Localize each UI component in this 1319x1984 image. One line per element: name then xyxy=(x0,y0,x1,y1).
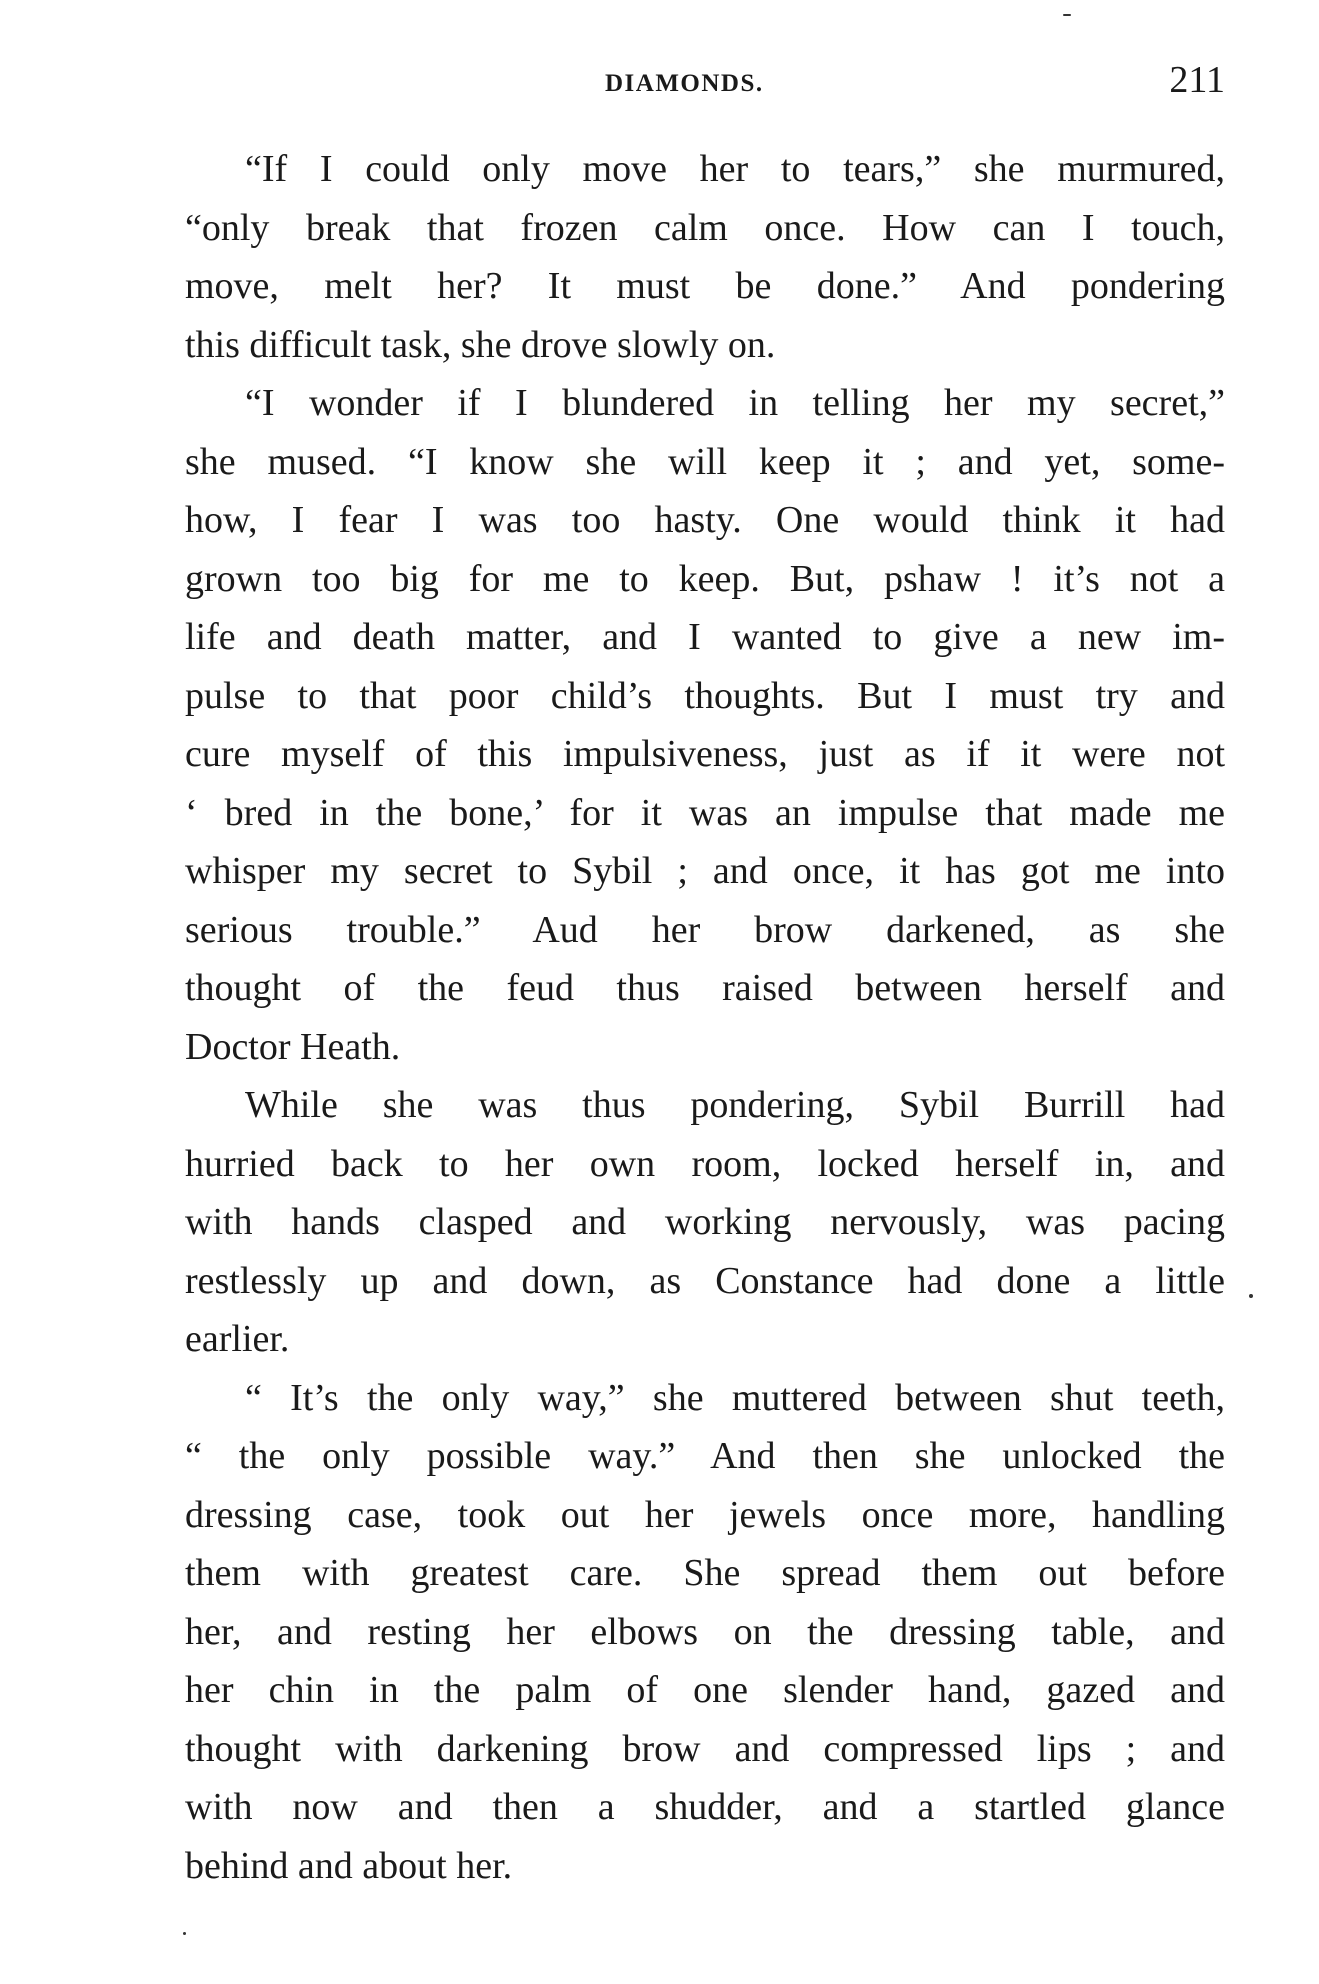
page-number: 211 xyxy=(1169,59,1225,101)
text-line: dressing case, took out her jewels once more, handling xyxy=(185,1493,1225,1536)
running-head xyxy=(185,58,1225,108)
chapter-title: DIAMONDS. xyxy=(605,70,764,97)
text-line: with now and then a shudder, and a startled glance xyxy=(185,1786,1225,1828)
text-line: pulse to that poor child’s thoughts. But I must try and xyxy=(185,674,1225,717)
print-speck xyxy=(183,1932,186,1935)
text-line: Doctor Heath. xyxy=(185,1025,401,1068)
text-line: this difficult task, she drove slowly on. xyxy=(185,323,776,366)
text-line: her chin in the palm of one slender hand, gazed and xyxy=(185,1669,1225,1711)
text-line: ‘ bred in the bone,’ for it was an impulse that made me xyxy=(185,791,1225,834)
text-line: she mused. “I know she will keep it ; and yet, some- xyxy=(185,440,1225,483)
text-line: “If I could only move her to tears,” she murmured, xyxy=(245,148,1225,190)
text-line: life and death matter, and I wanted to give a new im- xyxy=(185,616,1225,658)
text-line: “only break that frozen calm once. How can I touch, xyxy=(185,206,1225,249)
text-line: hurried back to her own room, locked herself in, and xyxy=(185,1142,1225,1185)
text-line: “ It’s the only way,” she muttered between shut teeth, xyxy=(245,1376,1225,1419)
body-text xyxy=(185,140,1225,1895)
text-line: “I wonder if I blundered in telling her my secret,” xyxy=(245,382,1225,424)
text-line: her, and resting her elbows on the dressing table, and xyxy=(185,1610,1225,1653)
text-line: whisper my secret to Sybil ; and once, it has got me into xyxy=(185,850,1225,892)
text-line: thought of the feud thus raised between herself and xyxy=(185,967,1225,1009)
text-line: move, melt her? It must be done.” And pondering xyxy=(185,265,1225,307)
print-speck xyxy=(1063,14,1071,16)
text-line: While she was thus pondering, Sybil Burrill had xyxy=(245,1084,1225,1126)
text-line: behind and about her. xyxy=(185,1844,513,1887)
text-line: earlier. xyxy=(185,1318,290,1360)
text-line: with hands clasped and working nervously, was pacing xyxy=(185,1201,1225,1243)
text-line: restlessly up and down, as Constance had done a little xyxy=(185,1259,1225,1302)
text-line: thought with darkening brow and compressed lips ; and xyxy=(185,1727,1225,1770)
text-line: “ the only possible way.” And then she unlocked the xyxy=(185,1435,1225,1477)
text-line: them with greatest care. She spread them out before xyxy=(185,1552,1225,1594)
text-line: how, I fear I was too hasty. One would think it had xyxy=(185,499,1225,541)
text-line: serious trouble.” Aud her brow darkened, as she xyxy=(185,908,1225,951)
print-speck xyxy=(1249,1294,1253,1298)
text-line: grown too big for me to keep. But, pshaw ! it’s not a xyxy=(185,557,1225,600)
text-line: cure myself of this impulsiveness, just as if it were not xyxy=(185,733,1225,775)
